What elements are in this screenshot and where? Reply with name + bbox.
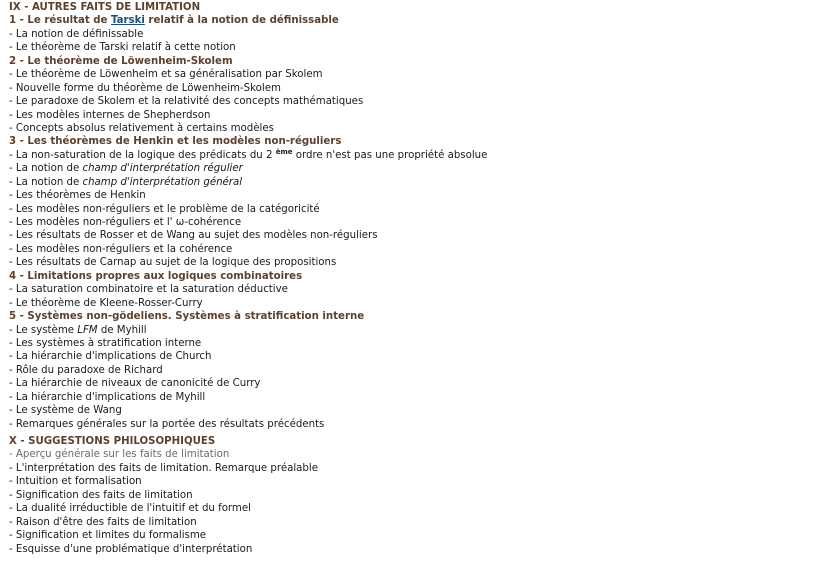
list-item: - La hiérarchie d'implications de Church xyxy=(9,351,212,363)
list-item: - Les modèles non-réguliers et la cohérence xyxy=(9,243,233,255)
list-item: - Rôle du paradoxe de Richard xyxy=(9,364,163,376)
list-item: - Les modèles non-réguliers et l' ω-cohérence xyxy=(9,217,242,228)
list-item: - La hiérarchie de niveaux de canonicité de Curry xyxy=(9,378,261,390)
list-item: - Les modèles internes de Shepherdson xyxy=(9,109,211,121)
list-item: - Nouvelle forme du théorème de Löwenheim-Skolem xyxy=(9,82,281,94)
table-of-contents xyxy=(9,1,819,556)
list-item: - La non-saturation de la logique des prédicats du 2 $^{ème}$ ordre n'est pas une propriété absolue xyxy=(9,147,488,161)
list-item: - Signification et limites du formalisme xyxy=(9,530,207,542)
list-item: - La notion de champ d'interprétation régulier xyxy=(9,163,243,175)
list-item: - Les modèles non-réguliers et le problème de la catégoricité xyxy=(9,203,320,215)
list-item: - Les théorèmes de Henkin xyxy=(9,190,146,202)
list-item: - Esquisse d'une problématique d'interprétation xyxy=(9,543,253,555)
section-5-heading: 5 - Systèmes non-gödeliens. Systèmes à stratification interne xyxy=(9,311,365,323)
list-item: - Signification des faits de limitation xyxy=(9,489,193,501)
section-4-heading: 4 - Limitations propres aux logiques combinatoires xyxy=(9,270,303,282)
list-item: - Remarques générales sur la portée des résultats précédents xyxy=(9,418,325,430)
list-item: - Raison d'être des faits de limitation xyxy=(9,516,197,528)
list-item: - Concepts absolus relativement à certains modèles xyxy=(9,122,274,134)
list-item: - La saturation combinatoire et la saturation déductive xyxy=(9,284,288,296)
list-item: - Les systèmes à stratification interne xyxy=(9,337,202,349)
section-2-heading: 2 - Le théorème de Löwenheim-Skolem xyxy=(9,55,233,67)
list-item: - La hiérarchie d'implications de Myhill xyxy=(9,391,206,403)
list-item: - Intuition et formalisation xyxy=(9,476,142,488)
section-1-heading: 1 - Le résultat de Tarski relatif à la notion de définissable xyxy=(9,15,339,27)
list-item: - La notion de champ d'interprétation général xyxy=(9,176,243,188)
list-item: - L'interprétation des faits de limitation. Remarque préalable xyxy=(9,462,318,474)
list-item: - La notion de définissable xyxy=(9,28,144,40)
part-x-title: X - SUGGESTIONS PHILOSOPHIQUES xyxy=(9,436,216,447)
list-item: - Le système LFM de Myhill xyxy=(9,324,147,336)
list-item: - Le système de Wang xyxy=(9,405,122,417)
list-item: - Le théorème de Tarski relatif à cette notion xyxy=(9,42,236,54)
list-item: - Aperçu générale sur les faits de limitation xyxy=(9,449,230,461)
section-3-heading: 3 - Les théorèmes de Henkin et les modèles non-réguliers xyxy=(9,136,342,148)
list-item: - Le théorème de Löwenheim et sa généralisation par Skolem xyxy=(9,69,323,81)
list-item: - Le paradoxe de Skolem et la relativité des concepts mathématiques xyxy=(9,96,364,108)
tarski-link[interactable]: Tarski xyxy=(111,15,145,27)
part-ix-title: IX - AUTRES FAITS DE LIMITATION xyxy=(9,2,201,13)
superscript: ème xyxy=(275,147,293,156)
list-item: - Les résultats de Carnap au sujet de la logique des propositions xyxy=(9,257,337,269)
list-item: - Les résultats de Rosser et de Wang au sujet des modèles non-réguliers xyxy=(9,230,378,242)
list-item: - La dualité irréductible de l'intuitif et du formel xyxy=(9,503,251,515)
list-item: - Le théorème de Kleene-Rosser-Curry xyxy=(9,297,203,309)
